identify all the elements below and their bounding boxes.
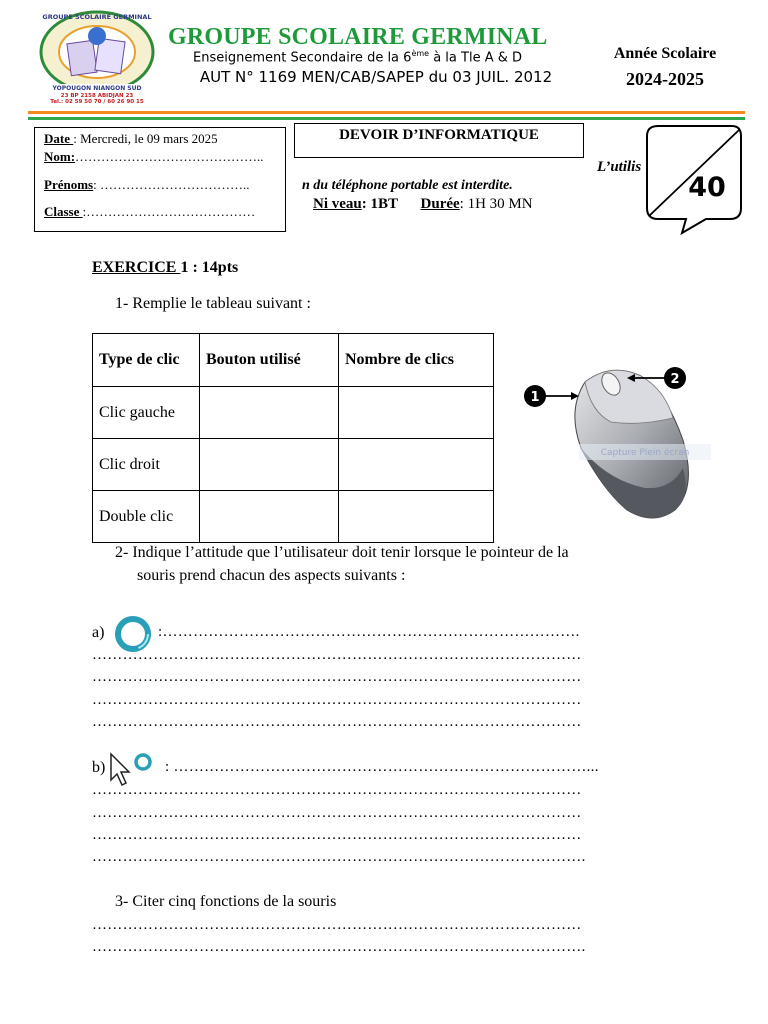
- answer-a-line[interactable]: ……………………………………………………………………………………: [92, 692, 582, 708]
- logo-top-text: GROUPE SCOLAIRE GERMINAL: [42, 13, 152, 21]
- nom-label: Nom:: [44, 149, 76, 164]
- answer-a-line[interactable]: ……………………………………………………………………………………: [92, 669, 582, 685]
- row-label: Clic gauche: [93, 387, 200, 439]
- school-name: GROUPE SCOLAIRE GERMINAL: [168, 24, 548, 50]
- nom-field: ……………………………………..: [75, 149, 264, 164]
- score-value: 40: [688, 172, 726, 203]
- authorization-text: AUT N° 1169 MEN/CAB/SAPEP du 03 JUIL. 2012: [199, 68, 553, 86]
- logo-address: 23 BP 2158 ABIDJAN 23: [60, 93, 134, 99]
- prenoms-field: : ……………………………..: [93, 177, 250, 192]
- date-label: Date: [44, 131, 74, 146]
- question-2-line-1: 2- Indique l’attitude que l’utilisateur doit tenir lorsque le pointeur de la: [115, 544, 569, 561]
- niveau-label: Ni veau: [313, 196, 362, 212]
- classe-label: Classe: [44, 204, 83, 219]
- duree-label: Durée: [420, 196, 460, 212]
- header-cell: Bouton utilisé: [200, 334, 339, 387]
- exercise-title-post: 1 : 14pts: [180, 259, 239, 276]
- question-1: 1- Remplie le tableau suivant :: [115, 295, 311, 312]
- date-row: [44, 131, 218, 147]
- school-subtitle: [193, 49, 522, 65]
- date-value: : Mercredi, le 09 mars 2025: [73, 131, 218, 146]
- prenoms-row: [44, 177, 249, 193]
- header-rule-orange: [28, 111, 745, 114]
- row-label: Clic droit: [93, 439, 200, 491]
- answer-cell[interactable]: [200, 491, 339, 543]
- table-row: [93, 387, 494, 439]
- item-b-label: b): [92, 759, 106, 776]
- answer-cell[interactable]: [339, 387, 494, 439]
- subtitle-text: Enseignement Secondaire de la 6: [193, 50, 412, 66]
- answer-3-line[interactable]: …………………………………………………………………………………….: [92, 939, 586, 955]
- prenoms-label: Prénoms: [44, 177, 94, 192]
- item-a-label: a): [92, 624, 105, 641]
- classe-field: :…………………………………: [82, 204, 256, 219]
- niveau-duree: [313, 196, 533, 213]
- question-3: 3- Citer cinq fonctions de la souris: [115, 893, 337, 910]
- answer-a-line[interactable]: :……………………………………………………………………….: [158, 624, 580, 640]
- answer-a-line[interactable]: ……………………………………………………………………………………: [92, 647, 582, 663]
- watermark-text: Capture Plein écran: [600, 448, 690, 458]
- table-header-row: [93, 334, 494, 387]
- logo-bottom-text: YOPOUGON NIANGON SUD: [52, 85, 142, 92]
- classe-row: [44, 204, 255, 220]
- school-year-label: Année Scolaire: [613, 45, 717, 62]
- answer-3-line[interactable]: ……………………………………………………………………………………: [92, 917, 582, 933]
- utilis-fragment: L’utilis: [597, 159, 642, 175]
- exam-title: DEVOIR D’INFORMATIQUE: [294, 123, 584, 158]
- callout-1-label: 1: [530, 390, 540, 405]
- answer-b-line[interactable]: ……………………………………………………………………………………: [92, 805, 582, 821]
- callout-2-label: 2: [670, 372, 680, 387]
- niveau-value: : 1BT: [361, 196, 399, 212]
- answer-a-line[interactable]: ……………………………………………………………………………………: [92, 714, 582, 730]
- score-bubble: [644, 124, 744, 236]
- answer-cell[interactable]: [200, 439, 339, 491]
- school-year-value: 2024-2025: [626, 69, 704, 89]
- row-label: Double clic: [93, 491, 200, 543]
- header-cell: Type de clic: [93, 334, 200, 387]
- answer-b-line[interactable]: ……………………………………………………………………………………: [92, 782, 582, 798]
- question-2-line-2: souris prend chacun des aspects suivants :: [137, 567, 406, 584]
- duree-value: : 1H 30 MN: [459, 196, 533, 212]
- answer-cell[interactable]: [339, 491, 494, 543]
- school-logo: [33, 6, 161, 106]
- answer-b-line[interactable]: ……………………………………………………………………………………: [92, 827, 582, 843]
- answer-b-line[interactable]: …………………………………………………………………………………….: [92, 849, 586, 865]
- subtitle-text-end: à la Tle A & D: [429, 50, 523, 66]
- answer-b-line[interactable]: : ………………………………………………………………………...: [165, 759, 599, 775]
- phone-notice: n du téléphone portable est interdite.: [302, 178, 513, 193]
- header-cell: Nombre de clics: [339, 334, 494, 387]
- exercise-title: [92, 259, 238, 277]
- nom-row: [44, 149, 264, 165]
- answer-cell[interactable]: [200, 387, 339, 439]
- header-rule-green: [28, 117, 745, 120]
- table-row: [93, 439, 494, 491]
- mouse-illustration: [515, 360, 715, 530]
- student-info-box: [34, 127, 286, 232]
- exercise-title-pre: EXERCICE: [92, 259, 181, 276]
- clicks-table: [92, 333, 494, 543]
- subtitle-sup: ème: [411, 49, 430, 58]
- logo-phone: Tel.: 02 59 50 70 / 60 26 90 15: [50, 99, 144, 105]
- answer-cell[interactable]: [339, 439, 494, 491]
- table-row: [93, 491, 494, 543]
